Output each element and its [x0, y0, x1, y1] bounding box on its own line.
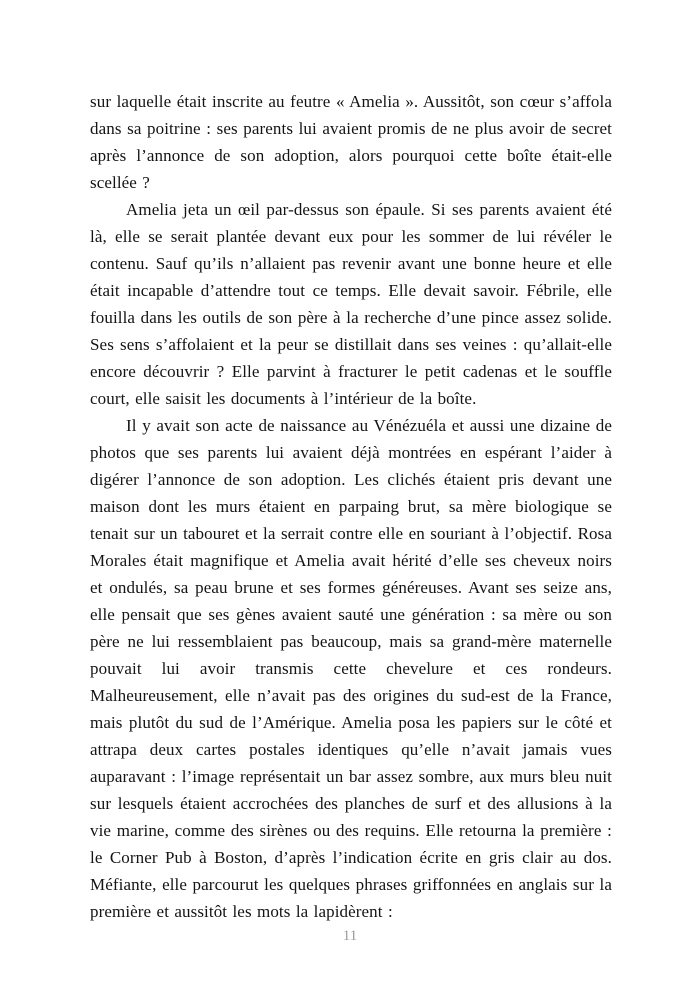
- body-text: [90, 88, 612, 925]
- paragraph: Amelia jeta un œil par-dessus son épaule. Si ses parents avaient été là, elle se serait plantée devant eux pour les sommer de lui révéler le contenu. Sauf qu’ils n’allaient pas revenir avant une bonne heure et elle était incapable d’attendre tout ce temps. Elle devait savoir. Fébrile, elle fouilla dans les outils de son père à la recherche d’une pince assez solide. Ses sens s’affolaient et la peur se distillait dans ses veines : qu’allait-elle encore découvrir ? Elle parvint à fracturer le petit cadenas et le souffle court, elle saisit les documents à l’intérieur de la boîte.: [90, 200, 612, 408]
- paragraph: sur laquelle était inscrite au feutre « Amelia ». Aussitôt, son cœur s’affola dans sa poitrine : ses parents lui avaient promis de ne plus avoir de secret après l’annonce de son adoption, alors pourquoi cette boîte était-elle scellée ?: [90, 92, 612, 192]
- paragraph: Il y avait son acte de naissance au Vénézuéla et aussi une dizaine de photos que ses parents lui avaient déjà montrées en espérant l’aider à digérer l’annonce de son adoption. Les clichés étaient pris devant une maison dont les murs étaient en parpaing brut, sa mère biologique se tenait sur un tabouret et la serrait contre elle en souriant à l’objectif. Rosa Morales était magnifique et Amelia avait hérité d’elle ses cheveux noirs et ondulés, sa peau brune et ses formes généreuses. Avant ses seize ans, elle pensait que ses gènes avaient sauté une génération : sa mère ou son père ne lui ressemblaient pas beaucoup, mais sa grand-mère maternelle pouvait lui avoir transmis cette chevelure et ces rondeurs. Malheureusement, elle n’avait pas des origines du sud-est de la France, mais plutôt du sud de l’Amérique. Amelia posa les papiers sur le côté et attrapa deux cartes postales identiques qu’elle n’avait jamais vues auparavant : l’image représentait un bar assez sombre, aux murs bleu nuit sur lesquels étaient accrochées des planches de surf et des allusions à la vie marine, comme des sirènes ou des requins. Elle retourna la première : le Corner Pub à Boston, d’après l’indication écrite en gris clair au dos. Méfiante, elle parcourut les quelques phrases griffonnées en anglais sur la première et aussitôt les mots la lapidèrent :: [90, 416, 612, 921]
- page-number: 11: [342, 928, 358, 944]
